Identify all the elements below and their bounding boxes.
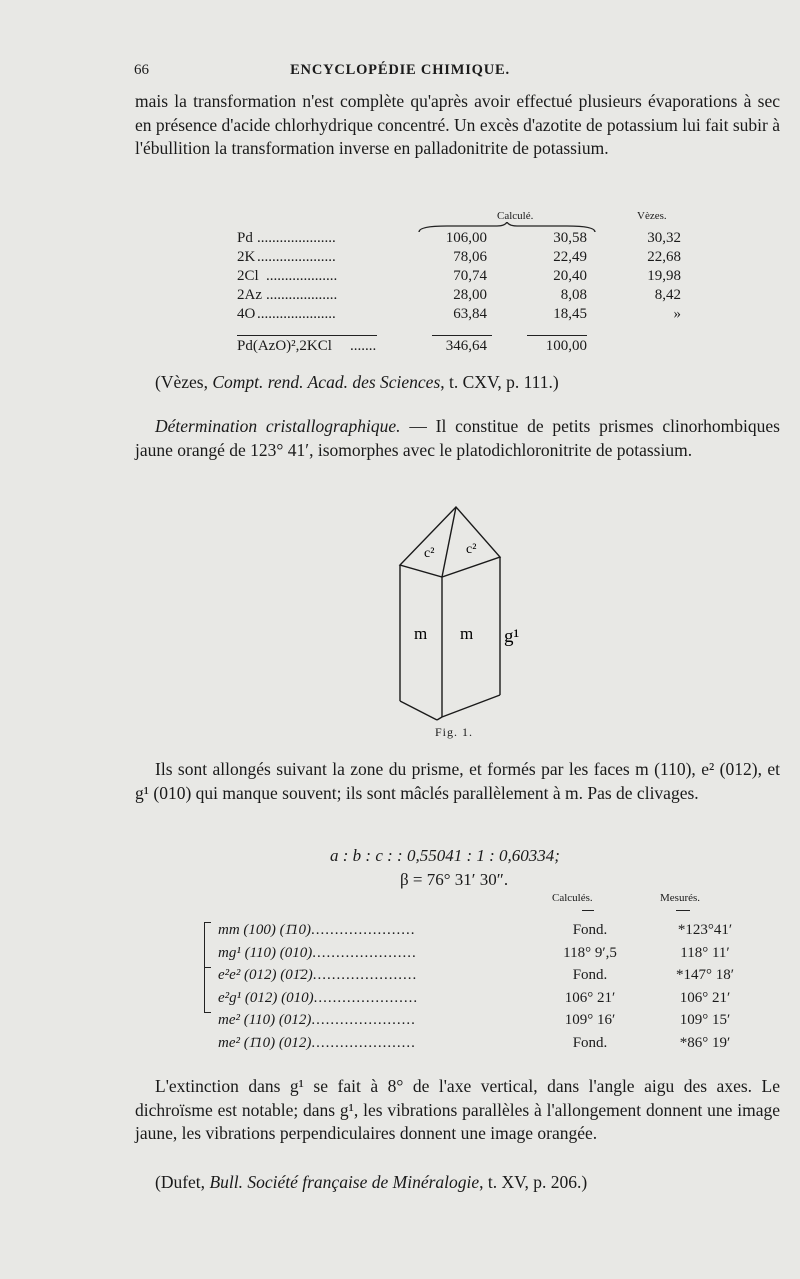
header-calcules: Calculés.	[552, 892, 593, 904]
angle-row	[200, 1012, 760, 1034]
intro-paragraph: mais la transformation n'est complète qu'après avoir effectué plusieurs évaporations à sec en présence d'acide chlorhydrique concentré. Un excès d'azotite de potassium lui fait subir à l'ébullition la transformation inverse en palladonitrite de potassium.	[135, 91, 780, 158]
angle-calculated: 118° 9′,5	[563, 944, 617, 961]
element-label: 4O	[237, 306, 256, 322]
running-title: ENCYCLOPÉDIE CHIMIQUE.	[290, 62, 510, 78]
analysis-row: 2Cl ................... 70,74 20,40 19,98	[237, 268, 681, 284]
elongation-paragraph: Ils sont allongés suivant la zone du prisme, et formés par les faces m (110), e² (012), et g¹ (010) qui manque souvent; ils sont mâclés parallèlement à m. Pas de clivages.	[135, 759, 780, 803]
angle-row	[200, 990, 760, 1012]
header-vezes: Vèzes.	[637, 210, 667, 222]
label-c2-left: c²	[424, 546, 435, 561]
total-rule-label	[237, 335, 377, 336]
header-calcule: Calculé.	[497, 210, 534, 222]
extinction-paragraph: L'extinction dans g¹ se fait à 8° de l'axe vertical, dans l'angle aigu des axes. Le dichroïsme est notable; dans g¹, les vibrations parallèles à l'allongement donnent une image jaune, les vibrations perpendiculaires donnent une image orangée.	[135, 1076, 780, 1143]
angle-measured: 109° 15′	[679, 1012, 731, 1028]
vezes-value: 30,32	[647, 230, 681, 246]
angle-calculated: 106° 21′	[564, 989, 616, 1006]
angle-label: me² (1̄10) (012)......................	[218, 1034, 416, 1051]
analysis-row: 4O ..................... 63,84 18,45 »	[237, 306, 681, 322]
analysis-row: 2K ..................... 78,06 22,49 22,68	[237, 249, 681, 265]
angle-row	[200, 967, 760, 989]
label-g1: g¹	[504, 626, 520, 647]
page-number: 66	[134, 62, 149, 78]
calc-value-1: 78,06	[453, 249, 487, 265]
citation-vezes: (Vèzes, Compt. rend. Acad. des Sciences, t. CXV, p. 111.)	[155, 372, 559, 392]
angle-row	[200, 945, 760, 967]
figure-caption: Fig. 1.	[435, 725, 474, 739]
calc-value-2: 18,45	[553, 306, 587, 322]
total-label: Pd(AzO)²,2KCl	[237, 338, 332, 354]
vezes-value: 8,42	[654, 287, 681, 303]
vezes-value: 22,68	[647, 249, 681, 265]
crystal-paragraph: Détermination cristallographique. — Il constitue de petits prismes clinorhombiques jaune orangé de 123° 41′, isomorphes avec le platodichloronitrite de potassium.	[135, 416, 780, 460]
element-label: 2Cl	[237, 268, 259, 284]
angle-label: mg¹ (110) (010)......................	[218, 944, 417, 961]
calc-value-1: 63,84	[453, 306, 487, 322]
angle-measured: *147° 18′	[675, 967, 735, 983]
calc-value-2: 30,58	[553, 230, 587, 246]
element-label: Pd	[237, 230, 253, 246]
analysis-row: 2Az ................... 28,00 8,08 8,42	[237, 287, 681, 303]
angle-row	[200, 922, 760, 944]
axes-ratio-formula: a : b : c : : 0,55041 : 1 : 0,60334;	[330, 846, 560, 865]
calc-value-2: 20,40	[553, 268, 587, 284]
calc-value-1: 28,00	[453, 287, 487, 303]
angle-row	[200, 1035, 760, 1057]
crystal-figure	[380, 505, 530, 750]
running-header	[0, 62, 800, 82]
analysis-row: Pd ..................... 106,00 30,58 30,32	[237, 230, 681, 246]
total-rule-calc2	[527, 335, 587, 336]
angle-measured: *86° 19′	[679, 1034, 731, 1051]
label-m-right: m	[460, 624, 474, 643]
total-calc1: 346,64	[445, 338, 487, 354]
label-m-left: m	[414, 624, 428, 643]
total-rule-calc1	[432, 335, 492, 336]
calc-value-1: 106,00	[445, 230, 487, 246]
angle-calculated: Fond.	[572, 922, 608, 938]
angle-label: me² (110) (012)......................	[218, 1012, 416, 1028]
total-row: Pd(AzO)²,2KCl ....... 346,64 100,00	[237, 338, 587, 354]
citation-dufet: (Dufet, Bull. Société française de Minéralogie, t. XV, p. 206.)	[155, 1172, 588, 1192]
header-mesures: Mesurés.	[660, 892, 701, 904]
section-heading: Détermination cristallographique.	[155, 416, 401, 436]
angle-label: e²e² (012) (01̄2)......................	[218, 967, 418, 983]
angle-label: mm (100) (1̄10)......................	[218, 922, 416, 938]
element-label: 2K	[237, 249, 256, 265]
vezes-value: 19,98	[647, 268, 681, 284]
element-label: 2Az	[237, 287, 262, 303]
angle-measured: 106° 21′	[679, 989, 731, 1006]
angle-calculated: 109° 16′	[564, 1012, 616, 1028]
angle-calculated: Fond.	[572, 967, 608, 983]
calc-value-2: 22,49	[553, 249, 587, 265]
angle-measured: *123°41′	[677, 922, 733, 938]
total-calc2: 100,00	[545, 338, 587, 354]
angle-measured: 118° 11′	[680, 944, 730, 961]
angle-calculated: Fond.	[572, 1034, 608, 1051]
calc-value-1: 70,74	[453, 268, 487, 284]
angle-label: e²g¹ (012) (010)......................	[218, 989, 419, 1006]
label-c2-right: c²	[466, 542, 477, 557]
beta-formula: β = 76° 31′ 30″.	[400, 870, 509, 889]
vezes-value: »	[673, 306, 681, 322]
calc-value-2: 8,08	[560, 287, 587, 303]
